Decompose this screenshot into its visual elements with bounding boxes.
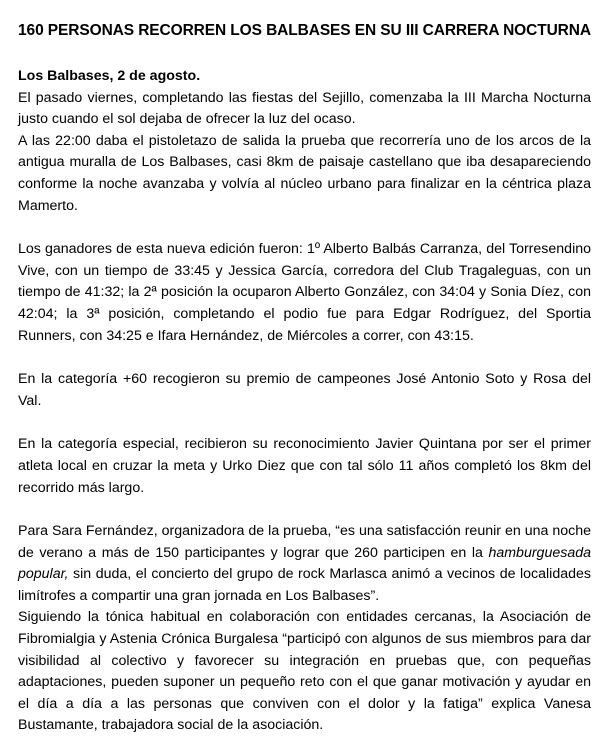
intro-text-1: El pasado viernes, completando las fiestas del Sejillo, comenzaba la III Marcha Nocturna justo cuando el sol dejaba de ofrecer la luz del ocaso. xyxy=(18,89,591,128)
closing-text-2: sin duda, el concierto del grupo de rock Marlasca animó a vecinos de localidades limítrofes a compartir una gran jornada en Los Balbases”. xyxy=(18,566,591,604)
closing-paragraph xyxy=(18,521,591,737)
closing-italic-text: hamburguesada popular, xyxy=(18,544,591,583)
senior-category-paragraph: En la categoría +60 recogieron su premio de campeones José Antonio Soto y Rosa del Val. xyxy=(18,371,591,409)
winners-paragraph: Los ganadores de esta nueva edición fueron: 1º Alberto Balbás Carranza, del Torresendino Vive, con un tiempo de 33:45 y Jessica García, corredora del Club Tragaleguas, con un tiempo de 41:32; la 2ª posición la ocuparon Alberto González, con 34:04 y Sonia Díez, con 42:04; la 3ª posición, completando el podio fue para Edgar Rodríguez, del Sportia Runners, con 34:25 e Ifara Hernández, de Miércoles a correr, con 43:15. xyxy=(18,241,591,344)
intro-text-2: A las 22:00 daba el pistoletazo de salida la prueba que recorrería uno de los arcos de la antigua muralla de Los Balbases, casi 8km de paisaje castellano que iba desapareciendo conforme la noche avanzaba y volvía al núcleo urbano para finalizar en la céntrica plaza Mamerto. xyxy=(18,132,591,214)
article-headline: 160 PERSONAS RECORREN LOS BALBASES EN SU III CARRERA NOCTURNA xyxy=(18,22,591,39)
intro-paragraph xyxy=(18,66,591,217)
closing-text-3: Siguiendo la tónica habitual en colaboración con entidades cercanas, la Asociación de Fibromialgia y Astenia Crónica Burgalesa “participó con algunos de sus miembros para dar visibilidad al colectivo y favorecer su integración en pruebas que, con pequeñas adaptaciones, pueden suponer un pequeño reto con el que ganar motivación y ayudar en el día a día a las personas que conviven con el dolor y la fatiga” explica Vanesa Bustamante, trabajadora social de la asociación. xyxy=(18,609,591,734)
closing-text-1: Para Sara Fernández, organizadora de la prueba, “es una satisfacción reunir en una noche de verano a más de 150 participantes y lograr que 260 participen en la xyxy=(18,523,591,561)
dateline: Los Balbases, 2 de agosto. xyxy=(18,68,201,84)
special-category-paragraph: En la categoría especial, recibieron su reconocimiento Javier Quintana por ser el primer atleta local en cruzar la meta y Urko Diez que con tal sólo 11 años completó los 8km del recorrido más largo. xyxy=(18,436,591,496)
